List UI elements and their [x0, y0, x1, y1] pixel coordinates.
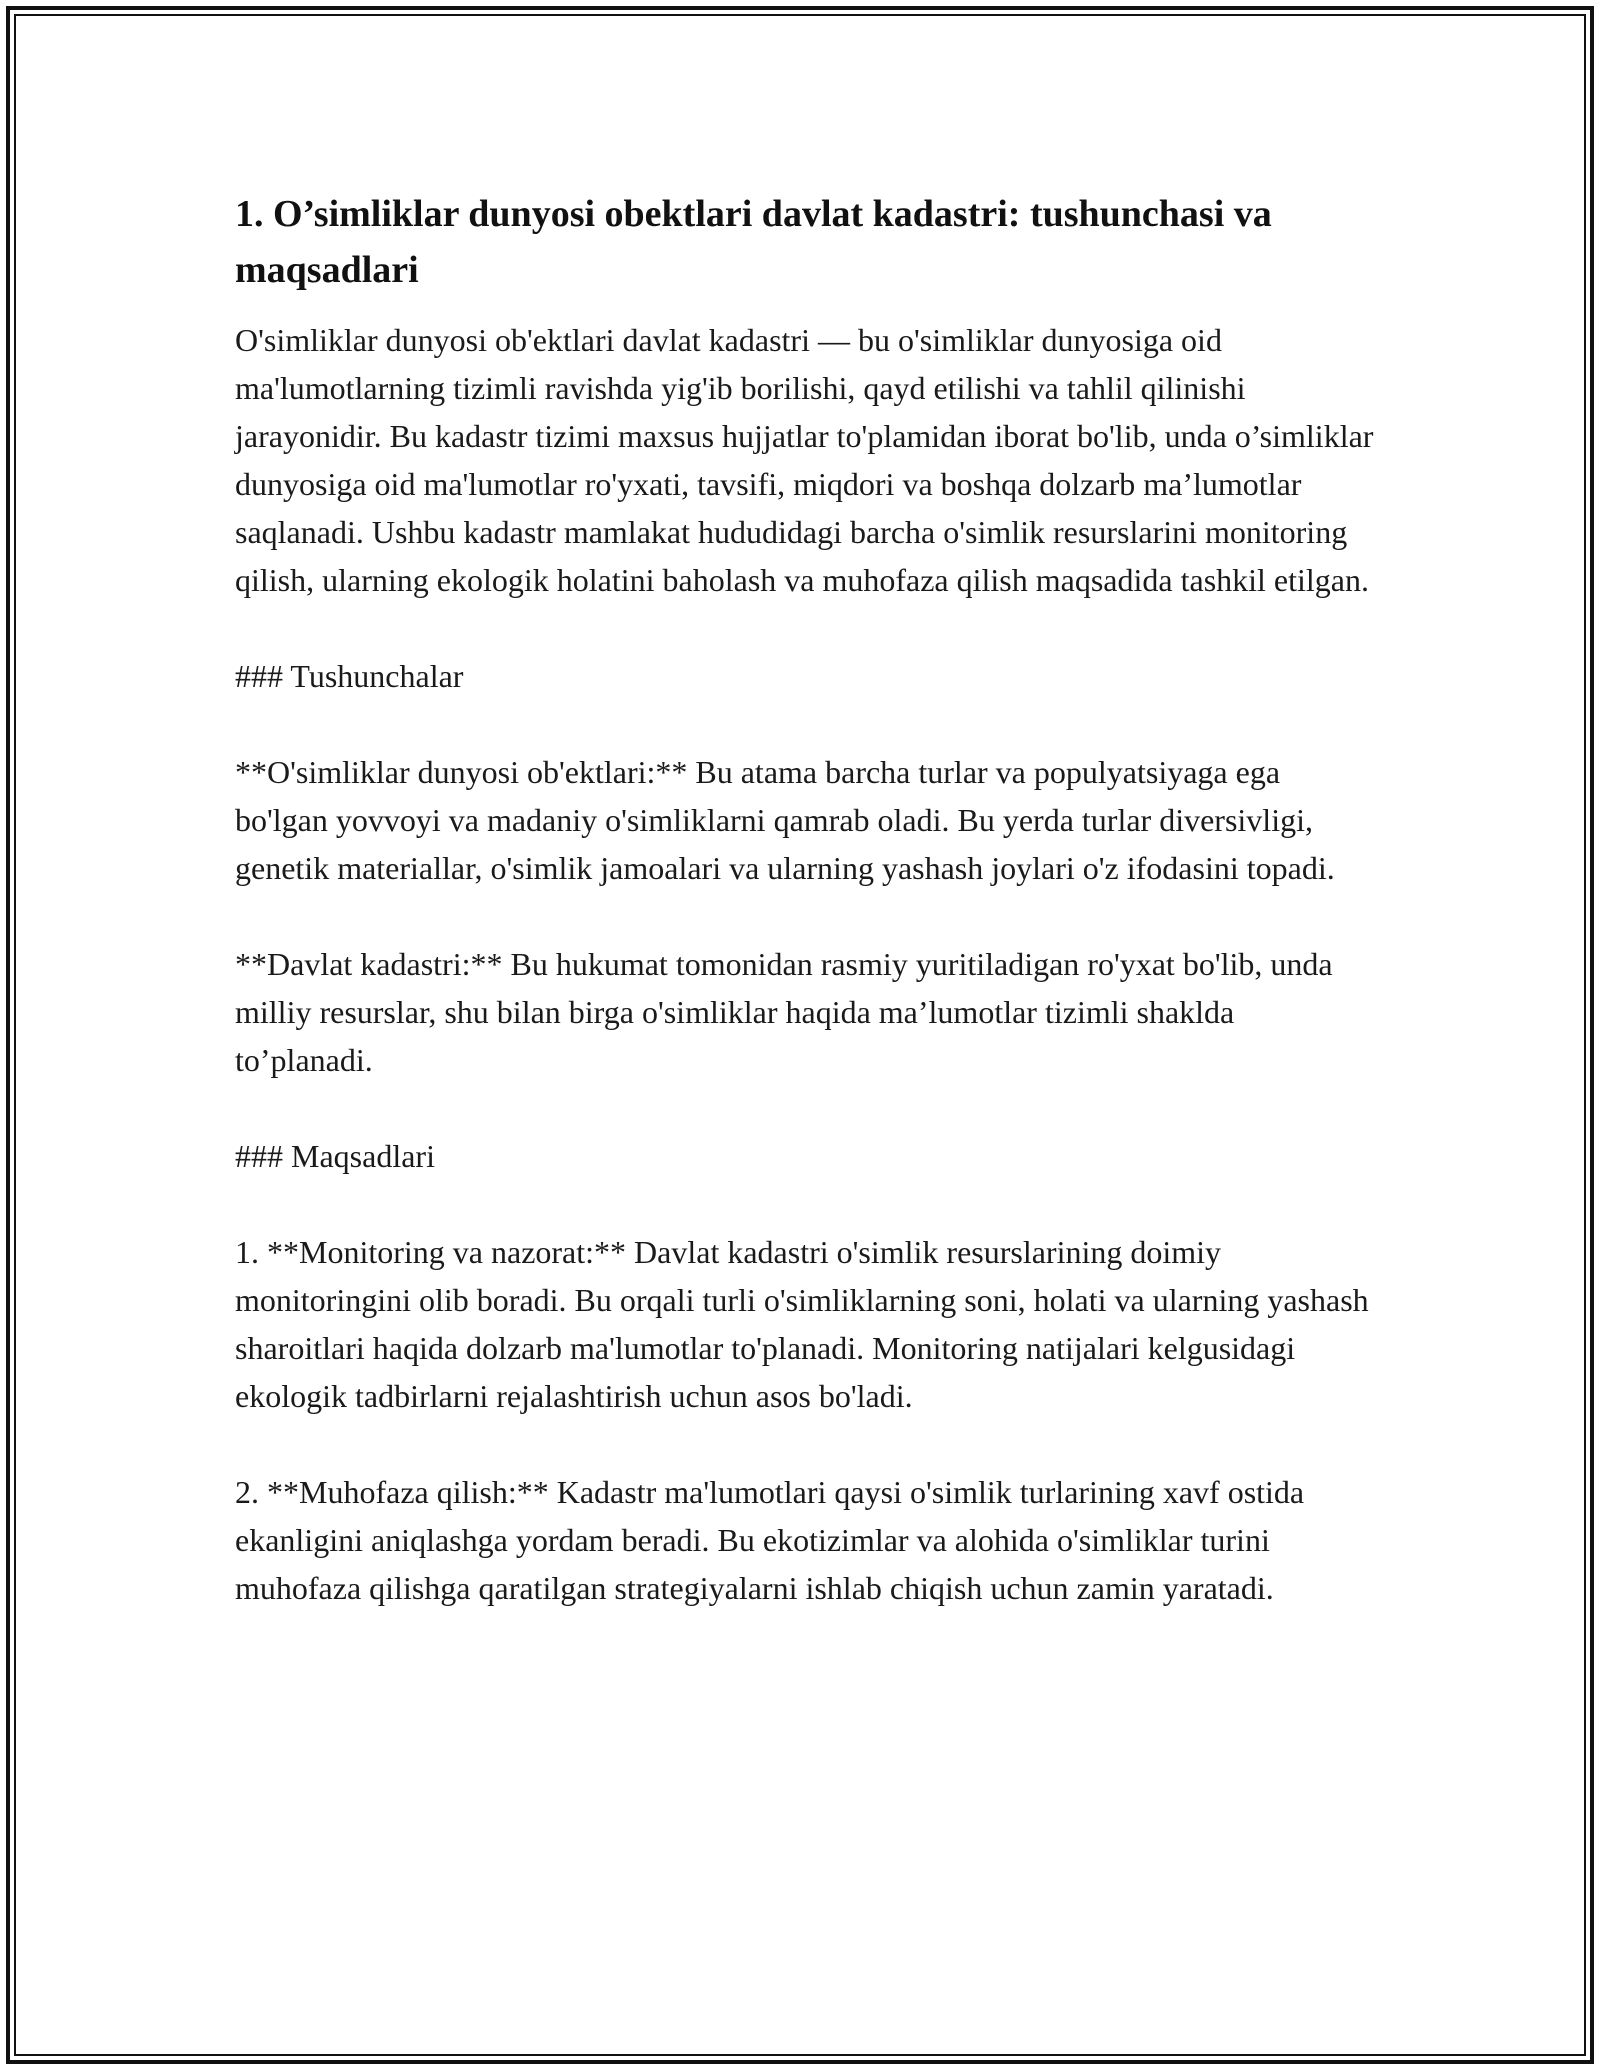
paragraph-intro: O'simliklar dunyosi ob'ektlari davlat kadastri — bu o'simliklar dunyosiga oid ma'lumotlarning tizimli ravishda yig'ib borilishi, qayd etilishi va tahlil qilinishi jarayonidir. Bu kadastr tizimi maxsus hujjatlar to'plamidan iborat bo'lib, unda o’simliklar dunyosiga oid ma'lumotlar ro'yxati, tavsifi, miqdori va boshqa dolzarb ma’lumotlar saqlanadi. Ushbu kadastr mamlakat hududidagi barcha o'simlik resurslarini monitoring qilish, ularning ekologik holatini baholash va muhofaza qilish maqsadida tashkil etilgan.	[235, 322, 1374, 598]
document-title: 1. O’simliklar dunyosi obektlari davlat kadastri: tushunchasi va maqsadlari	[235, 193, 1272, 291]
document-body	[235, 186, 1375, 1660]
heading-maqsadlari: ### Maqsadlari	[235, 1138, 435, 1174]
heading-tushunchalar: ### Tushunchalar	[235, 658, 464, 694]
list-item-monitoring: 1. **Monitoring va nazorat:** Davlat kadastri o'simlik resurslarining doimiy monitoringini olib boradi. Bu orqali turli o'simliklarning soni, holati va ularning yashash sharoitlari haqida dolzarb ma'lumotlar to'planadi. Monitoring natijalari kelgusidagi ekologik tadbirlarni rejalashtirish uchun asos bo'ladi.	[235, 1234, 1369, 1414]
paragraph-cadastre-definition: **Davlat kadastri:** Bu hukumat tomonidan rasmiy yuritiladigan ro'yxat bo'lib, unda milliy resurslar, shu bilan birga o'simliklar haqida ma’lumotlar tizimli shaklda to’planadi.	[235, 946, 1333, 1078]
paragraph-objects-definition: **O'simliklar dunyosi ob'ektlari:** Bu atama barcha turlar va populyatsiyaga ega bo'lgan yovvoyi va madaniy o'simliklarni qamrab oladi. Bu yerda turlar diversivligi, genetik materiallar, o'simlik jamoalari va ularning yashash joylari o'z ifodasini topadi.	[235, 754, 1335, 886]
list-item-protection: 2. **Muhofaza qilish:** Kadastr ma'lumotlari qaysi o'simlik turlarining xavf ostida ekanligini aniqlashga yordam beradi. Bu ekotizimlar va alohida o'simliklar turini muhofaza qilishga qaratilgan strategiyalarni ishlab chiqish uchun zamin yaratadi.	[235, 1474, 1305, 1606]
